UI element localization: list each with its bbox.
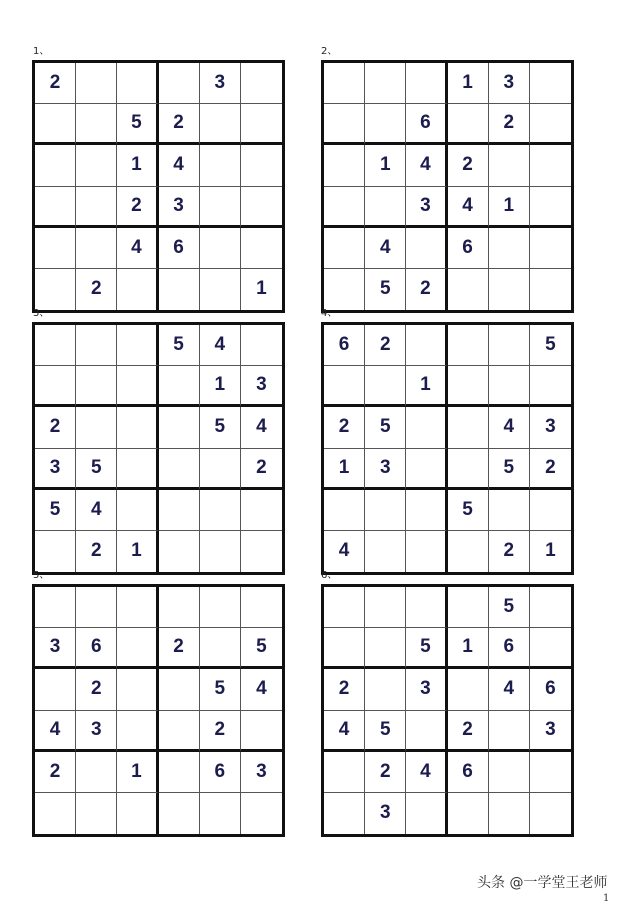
sudoku-grid — [321, 322, 574, 575]
sudoku-cell[interactable]: 2 — [35, 407, 76, 448]
sudoku-cell[interactable] — [324, 145, 365, 186]
sudoku-cell[interactable]: 5 — [76, 449, 117, 490]
sudoku-cell[interactable] — [406, 711, 447, 752]
sudoku-cell[interactable]: 1 — [448, 628, 489, 669]
sudoku-cell[interactable]: 3 — [35, 628, 76, 669]
sudoku-cell[interactable] — [159, 366, 200, 407]
sudoku-cell[interactable]: 2 — [76, 669, 117, 710]
sudoku-cell[interactable] — [489, 793, 530, 834]
sudoku-cell[interactable]: 2 — [76, 269, 117, 310]
sudoku-cell[interactable]: 4 — [159, 145, 200, 186]
sudoku-cell[interactable] — [406, 531, 447, 572]
sudoku-cell[interactable] — [324, 490, 365, 531]
sudoku-cell[interactable]: 6 — [200, 752, 241, 793]
sudoku-cell[interactable] — [35, 587, 76, 628]
sudoku-cell[interactable] — [406, 793, 447, 834]
sudoku-cell[interactable] — [117, 711, 158, 752]
sudoku-cell[interactable] — [35, 793, 76, 834]
sudoku-cell[interactable] — [241, 587, 282, 628]
sudoku-cell[interactable]: 4 — [241, 669, 282, 710]
sudoku-cell[interactable] — [241, 490, 282, 531]
sudoku-cell[interactable]: 2 — [324, 669, 365, 710]
sudoku-cell[interactable] — [76, 407, 117, 448]
sudoku-cell[interactable]: 6 — [406, 104, 447, 145]
sudoku-cell[interactable]: 3 — [241, 752, 282, 793]
sudoku-cell[interactable] — [489, 145, 530, 186]
sudoku-cell[interactable] — [159, 490, 200, 531]
sudoku-cell[interactable] — [489, 325, 530, 366]
sudoku-cell[interactable]: 5 — [35, 490, 76, 531]
sudoku-cell[interactable] — [200, 269, 241, 310]
sudoku-cell[interactable] — [530, 228, 571, 269]
sudoku-cell[interactable]: 4 — [200, 325, 241, 366]
sudoku-cell[interactable] — [365, 531, 406, 572]
puzzle-number-label: 5、 — [33, 570, 50, 581]
sudoku-grid — [32, 584, 285, 837]
sudoku-cell[interactable] — [406, 228, 447, 269]
sudoku-cell[interactable] — [35, 187, 76, 228]
sudoku-cell[interactable] — [117, 628, 158, 669]
sudoku-cell[interactable]: 3 — [365, 449, 406, 490]
sudoku-cell[interactable] — [76, 145, 117, 186]
sudoku-cell[interactable] — [489, 228, 530, 269]
sudoku-cell[interactable] — [530, 63, 571, 104]
sudoku-cell[interactable] — [241, 228, 282, 269]
sudoku-cell[interactable] — [489, 269, 530, 310]
sudoku-cell[interactable]: 3 — [35, 449, 76, 490]
sudoku-cell[interactable] — [448, 531, 489, 572]
sudoku-cell[interactable] — [324, 628, 365, 669]
sudoku-cell[interactable] — [200, 145, 241, 186]
sudoku-cell[interactable] — [76, 587, 117, 628]
sudoku-cell[interactable]: 2 — [159, 628, 200, 669]
sudoku-cell[interactable] — [324, 587, 365, 628]
sudoku-cell[interactable] — [117, 669, 158, 710]
sudoku-cell[interactable] — [35, 531, 76, 572]
sudoku-cell[interactable] — [530, 269, 571, 310]
sudoku-cell[interactable] — [200, 793, 241, 834]
sudoku-cell[interactable]: 4 — [117, 228, 158, 269]
sudoku-grid — [32, 60, 285, 313]
sudoku-cell[interactable] — [324, 63, 365, 104]
sudoku-cell[interactable]: 1 — [365, 145, 406, 186]
sudoku-cell[interactable]: 4 — [76, 490, 117, 531]
sudoku-cell[interactable] — [35, 228, 76, 269]
sudoku-cell[interactable] — [159, 587, 200, 628]
sudoku-cell[interactable] — [448, 269, 489, 310]
sudoku-cell[interactable]: 5 — [200, 669, 241, 710]
sudoku-cell[interactable]: 4 — [448, 187, 489, 228]
sudoku-cell[interactable]: 3 — [241, 366, 282, 407]
sudoku-cell[interactable]: 1 — [545, 540, 556, 562]
sudoku-cell[interactable] — [159, 269, 200, 310]
sudoku-cell[interactable]: 6 — [324, 325, 365, 366]
sudoku-cell[interactable]: 2 — [365, 325, 406, 366]
sudoku-cell[interactable] — [35, 325, 76, 366]
sudoku-cell[interactable] — [76, 752, 117, 793]
sudoku-cell[interactable]: 3 — [489, 63, 530, 104]
puzzle-number-label: 6、 — [321, 570, 338, 581]
sudoku-cell[interactable]: 4 — [406, 752, 447, 793]
sudoku-cell[interactable] — [530, 145, 571, 186]
sudoku-cell[interactable] — [35, 145, 76, 186]
sudoku-cell[interactable] — [200, 490, 241, 531]
sudoku-cell[interactable]: 6 — [448, 228, 489, 269]
sudoku-cell[interactable]: 5 — [241, 628, 282, 669]
sudoku-cell[interactable]: 5 — [530, 325, 571, 366]
sudoku-cell[interactable] — [241, 793, 282, 834]
sudoku-cell[interactable]: 2 — [365, 752, 406, 793]
sudoku-cell[interactable]: 6 — [159, 228, 200, 269]
sudoku-cell[interactable]: 5 — [365, 711, 406, 752]
sudoku-cell[interactable] — [200, 531, 241, 572]
sudoku-cell[interactable] — [530, 628, 571, 669]
sudoku-cell[interactable] — [159, 449, 200, 490]
sudoku-cell[interactable] — [530, 104, 571, 145]
sudoku-cell[interactable] — [365, 669, 406, 710]
sudoku-cell[interactable] — [159, 63, 200, 104]
sudoku-cell[interactable] — [76, 325, 117, 366]
watermark: 头条 @一学堂王老师 — [477, 875, 608, 891]
sudoku-cell[interactable]: 6 — [530, 669, 571, 710]
sudoku-cell[interactable] — [448, 793, 489, 834]
sudoku-cell[interactable]: 2 — [530, 449, 571, 490]
sudoku-cell[interactable] — [489, 490, 530, 531]
sudoku-cell[interactable] — [489, 711, 530, 752]
sudoku-cell[interactable] — [448, 407, 489, 448]
sudoku-cell[interactable] — [35, 269, 76, 310]
sudoku-cell[interactable] — [530, 752, 571, 793]
sudoku-cell[interactable]: 2 — [117, 187, 158, 228]
sudoku-cell[interactable] — [324, 752, 365, 793]
sudoku-cell[interactable] — [324, 187, 365, 228]
sudoku-cell[interactable] — [448, 366, 489, 407]
sudoku-cell[interactable] — [406, 490, 447, 531]
sudoku-cell[interactable]: 5 — [448, 490, 489, 531]
sudoku-cell[interactable]: 3 — [530, 407, 571, 448]
sudoku-cell[interactable]: 4 — [406, 145, 447, 186]
sudoku-cell[interactable]: 4 — [241, 407, 282, 448]
sudoku-cell[interactable]: 3 — [159, 187, 200, 228]
sudoku-cell[interactable]: 2 — [448, 711, 489, 752]
puzzle-number-label: 4、 — [321, 308, 338, 319]
sudoku-cell[interactable] — [489, 752, 530, 793]
sudoku-cell[interactable]: 2 — [489, 104, 530, 145]
sudoku-cell[interactable]: 3 — [200, 63, 241, 104]
sudoku-grid — [32, 322, 285, 575]
sudoku-cell[interactable]: 2 — [159, 104, 200, 145]
sudoku-cell[interactable] — [530, 490, 571, 531]
sudoku-cell[interactable] — [200, 628, 241, 669]
sudoku-cell[interactable] — [324, 366, 365, 407]
sudoku-cell[interactable] — [117, 269, 158, 310]
sudoku-cell[interactable] — [200, 228, 241, 269]
sudoku-cell[interactable]: 3 — [530, 711, 571, 752]
sudoku-cell[interactable] — [530, 366, 571, 407]
sudoku-cell[interactable]: 1 — [200, 366, 241, 407]
puzzle-number-label: 2、 — [321, 46, 338, 57]
sudoku-cell[interactable] — [200, 449, 241, 490]
sudoku-cell[interactable] — [76, 63, 117, 104]
sudoku-cell[interactable]: 1 — [489, 187, 530, 228]
sudoku-cell[interactable]: 5 — [406, 628, 447, 669]
sudoku-cell[interactable]: 4 — [324, 531, 365, 572]
sudoku-cell[interactable]: 1 — [406, 366, 447, 407]
sudoku-cell[interactable]: 1 — [448, 63, 489, 104]
sudoku-cell[interactable]: 2 — [324, 407, 365, 448]
sudoku-cell[interactable] — [241, 325, 282, 366]
sudoku-cell[interactable] — [406, 325, 447, 366]
sudoku-cell[interactable]: 2 — [406, 269, 447, 310]
sudoku-cell[interactable]: 3 — [365, 793, 406, 834]
sudoku-cell[interactable] — [159, 711, 200, 752]
sudoku-cell[interactable] — [365, 366, 406, 407]
sudoku-cell[interactable]: 1 — [117, 752, 158, 793]
sudoku-cell[interactable] — [76, 793, 117, 834]
sudoku-cell[interactable]: 5 — [159, 325, 200, 366]
sudoku-cell[interactable] — [530, 187, 571, 228]
sudoku-cell[interactable] — [200, 104, 241, 145]
sudoku-cell[interactable]: 2 — [76, 531, 117, 572]
sudoku-cell[interactable]: 6 — [448, 752, 489, 793]
sudoku-cell[interactable]: 5 — [365, 407, 406, 448]
sudoku-cell[interactable] — [117, 407, 158, 448]
sudoku-cell[interactable] — [117, 325, 158, 366]
sudoku-cell[interactable] — [159, 669, 200, 710]
sudoku-cell[interactable] — [159, 793, 200, 834]
sudoku-cell[interactable] — [35, 104, 76, 145]
sudoku-cell[interactable] — [365, 187, 406, 228]
sudoku-cell[interactable] — [365, 490, 406, 531]
sudoku-cell[interactable] — [448, 669, 489, 710]
sudoku-cell[interactable] — [324, 269, 365, 310]
sudoku-cell[interactable] — [324, 793, 365, 834]
sudoku-cell[interactable] — [117, 63, 158, 104]
sudoku-cell[interactable]: 5 — [489, 449, 530, 490]
sudoku-cell[interactable] — [241, 104, 282, 145]
sudoku-cell[interactable]: 2 — [448, 145, 489, 186]
sudoku-cell[interactable]: 3 — [76, 711, 117, 752]
sudoku-cell[interactable] — [117, 366, 158, 407]
sudoku-cell[interactable] — [406, 587, 447, 628]
sudoku-cell[interactable]: 1 — [324, 449, 365, 490]
sudoku-cell[interactable]: 2 — [489, 531, 530, 572]
sudoku-cell[interactable]: 4 — [35, 711, 76, 752]
sudoku-cell[interactable] — [406, 407, 447, 448]
sudoku-cell[interactable]: 5 — [489, 587, 530, 628]
sudoku-cell[interactable] — [76, 104, 117, 145]
sudoku-grid — [321, 584, 574, 837]
sudoku-cell[interactable] — [365, 587, 406, 628]
sudoku-cell[interactable] — [241, 63, 282, 104]
sudoku-cell[interactable] — [448, 449, 489, 490]
sudoku-cell[interactable] — [530, 793, 571, 834]
sudoku-cell[interactable]: 2 — [35, 63, 76, 104]
sudoku-cell[interactable] — [406, 449, 447, 490]
sudoku-cell[interactable] — [448, 587, 489, 628]
sudoku-cell[interactable] — [76, 187, 117, 228]
sudoku-cell[interactable] — [159, 752, 200, 793]
sudoku-cell[interactable] — [365, 628, 406, 669]
sudoku-cell[interactable] — [117, 490, 158, 531]
sudoku-cell[interactable] — [159, 407, 200, 448]
sudoku-cell[interactable] — [241, 145, 282, 186]
sudoku-cell[interactable]: 3 — [406, 187, 447, 228]
sudoku-cell[interactable] — [365, 63, 406, 104]
sudoku-cell[interactable]: 2 — [241, 449, 282, 490]
sudoku-cell[interactable]: 4 — [324, 711, 365, 752]
sudoku-cell[interactable]: 5 — [117, 104, 158, 145]
sudoku-cell[interactable] — [200, 587, 241, 628]
sudoku-cell[interactable] — [35, 669, 76, 710]
sudoku-cell[interactable] — [241, 531, 282, 572]
sudoku-cell[interactable]: 6 — [76, 628, 117, 669]
sudoku-cell[interactable] — [241, 711, 282, 752]
sudoku-cell[interactable]: 1 — [117, 145, 158, 186]
sudoku-cell[interactable]: 1 — [256, 278, 267, 300]
puzzle-number-label: 3、 — [33, 308, 50, 319]
sudoku-cell[interactable] — [489, 366, 530, 407]
sudoku-cell[interactable] — [365, 104, 406, 145]
sudoku-cell[interactable] — [35, 366, 76, 407]
sudoku-cell[interactable] — [324, 228, 365, 269]
sudoku-cell[interactable] — [76, 366, 117, 407]
sudoku-cell[interactable]: 3 — [406, 669, 447, 710]
page-number: 1 — [603, 893, 610, 904]
sudoku-cell[interactable]: 2 — [35, 752, 76, 793]
sudoku-cell[interactable]: 5 — [365, 269, 406, 310]
sudoku-cell[interactable] — [241, 187, 282, 228]
sudoku-cell[interactable] — [117, 793, 158, 834]
sudoku-cell[interactable]: 4 — [365, 228, 406, 269]
sudoku-grid — [321, 60, 574, 313]
sudoku-cell[interactable] — [117, 587, 158, 628]
sudoku-cell[interactable]: 4 — [489, 407, 530, 448]
puzzle-number-label: 1、 — [33, 46, 50, 57]
sudoku-cell[interactable] — [117, 449, 158, 490]
sudoku-cell[interactable]: 2 — [200, 711, 241, 752]
sudoku-cell[interactable] — [406, 63, 447, 104]
sudoku-cell[interactable] — [530, 587, 571, 628]
sudoku-cell[interactable]: 6 — [489, 628, 530, 669]
sudoku-cell[interactable] — [448, 325, 489, 366]
sudoku-cell[interactable]: 5 — [200, 407, 241, 448]
sudoku-cell[interactable]: 1 — [117, 531, 158, 572]
sudoku-cell[interactable] — [76, 228, 117, 269]
sudoku-cell[interactable]: 4 — [489, 669, 530, 710]
sudoku-cell[interactable] — [200, 187, 241, 228]
sudoku-cell[interactable] — [159, 531, 200, 572]
sudoku-cell[interactable] — [448, 104, 489, 145]
sudoku-cell[interactable] — [324, 104, 365, 145]
